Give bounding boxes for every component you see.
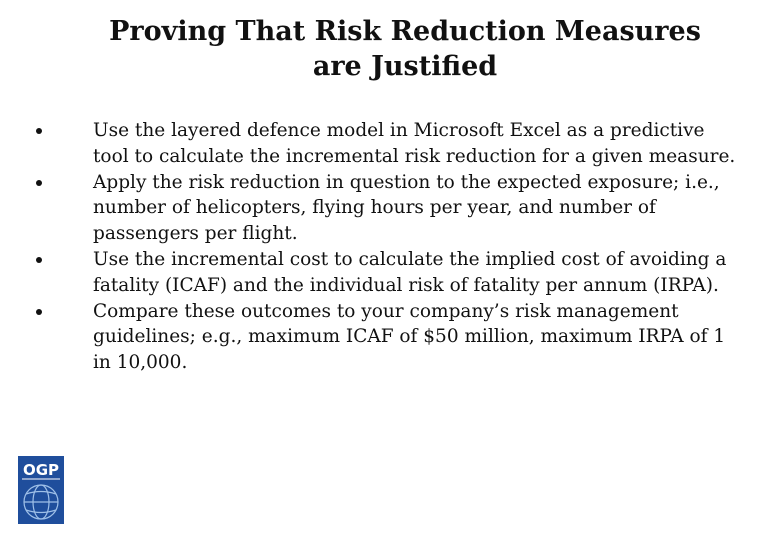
bullet-dot-icon: [36, 309, 42, 315]
title-line-2: are Justified: [312, 51, 498, 82]
ogp-logo: [18, 456, 64, 524]
bullet-item: [36, 118, 736, 170]
bullet-dot-icon: [36, 257, 42, 263]
bullet-item: [36, 247, 736, 299]
bullet-dot-icon: [36, 180, 42, 186]
bullet-text: Use the incremental cost to calculate the implied cost of avoiding a fatality (ICAF) and the individual risk of fatality per annum (IRPA).: [93, 248, 727, 296]
bullet-item: [36, 299, 736, 376]
bullet-list: [36, 118, 736, 376]
slide-title: [100, 14, 710, 84]
bullet-text: Apply the risk reduction in question to the expected exposure; i.e., number of helicopters, flying hours per year, and number of passengers per flight.: [93, 171, 720, 245]
title-line-1: Proving That Risk Reduction Measures: [109, 16, 701, 47]
bullet-item: [36, 170, 736, 247]
svg-text:OGP: OGP: [22, 461, 60, 479]
bullet-text: Use the layered defence model in Microsoft Excel as a predictive tool to calculate the incremental risk reduction for a given measure.: [93, 120, 736, 167]
globe-icon: [18, 456, 64, 524]
bullet-text: Compare these outcomes to your company’s risk management guidelines; e.g., maximum ICAF of $50 million, maximum IRPA of 1 in 10,000.: [93, 300, 726, 374]
bullet-dot-icon: [36, 128, 42, 134]
